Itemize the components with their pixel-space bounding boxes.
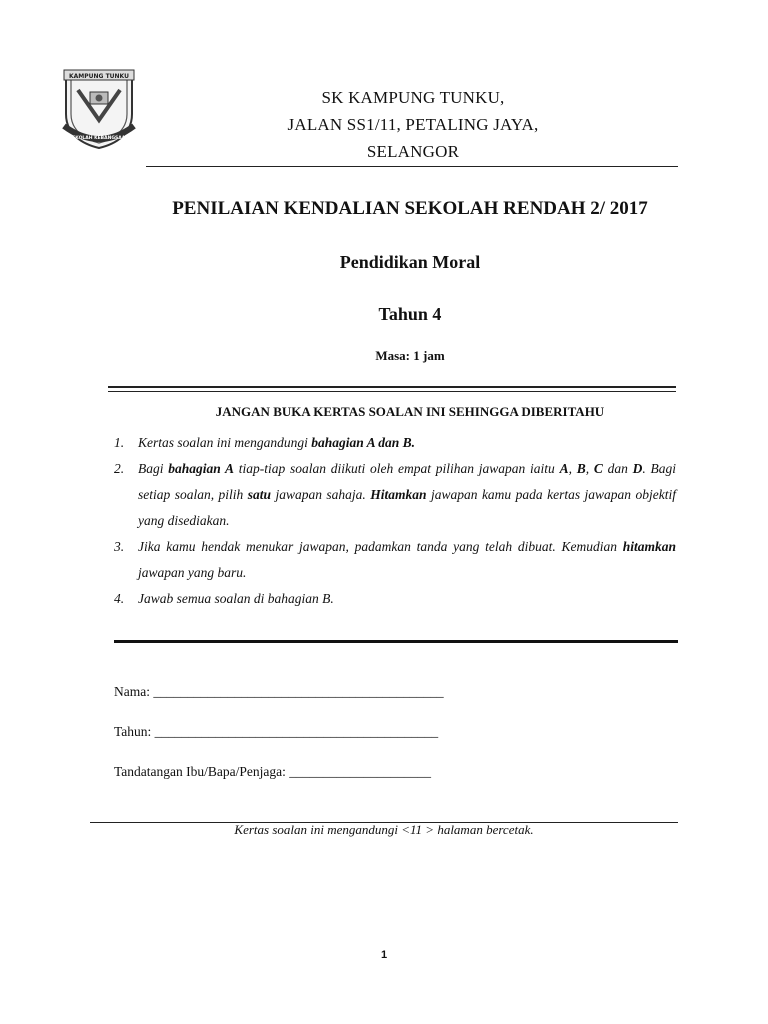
instruction-run: Bagi bbox=[138, 461, 169, 476]
double-rule-bottom bbox=[108, 391, 676, 392]
instruction-run: dan bbox=[602, 461, 633, 476]
do-not-open-warning: JANGAN BUKA KERTAS SOALAN INI SEHINGGA DIBERITAHU bbox=[215, 404, 605, 419]
instruction-emphasis: B bbox=[576, 461, 586, 476]
school-logo bbox=[60, 68, 138, 150]
subject-name: Pendidikan Moral bbox=[339, 252, 481, 272]
year-field[interactable]: Tahun: __________________________________________ bbox=[114, 724, 439, 739]
page-number: 1 bbox=[380, 949, 388, 961]
instruction-text bbox=[138, 456, 676, 534]
instruction-number: 2. bbox=[114, 461, 125, 476]
logo-bottom-text: SEKOLAH KEBANGSAAN bbox=[68, 136, 130, 141]
instruction-run: jawapan kamu pada kertas jawapan objektif yang disediakan. bbox=[138, 487, 676, 528]
instruction-emphasis: bahagian A bbox=[168, 461, 235, 476]
instruction-run: jawapan sahaja. bbox=[271, 487, 371, 502]
page-count-note: Kertas soalan ini mengandungi <11 > halaman bercetak. bbox=[234, 822, 534, 837]
instruction-emphasis: Hitamkan bbox=[370, 487, 427, 502]
instruction-emphasis: A bbox=[559, 461, 569, 476]
instruction-run: . Bagi setiap soalan, pilih bbox=[138, 461, 677, 502]
school-name: SK KAMPUNG TUNKU, bbox=[321, 88, 505, 107]
instructions-divider bbox=[114, 640, 678, 643]
instruction-item bbox=[114, 534, 676, 586]
instruction-item bbox=[114, 456, 676, 534]
instruction-emphasis: satu bbox=[247, 487, 272, 502]
school-address-line2: SELANGOR bbox=[366, 142, 460, 161]
instruction-emphasis: hitamkan bbox=[622, 539, 676, 554]
instruction-emphasis: D bbox=[632, 461, 643, 476]
name-field[interactable]: Nama: ___________________________________________ bbox=[114, 684, 444, 699]
instruction-text bbox=[138, 430, 676, 456]
instruction-text bbox=[138, 534, 676, 586]
instruction-emphasis: C bbox=[593, 461, 603, 476]
header-divider bbox=[146, 166, 678, 167]
guardian-signature-field[interactable]: Tandatangan Ibu/Bapa/Penjaga: _____________________ bbox=[114, 764, 431, 779]
year-level: Tahun 4 bbox=[378, 304, 442, 324]
instructions-list bbox=[114, 430, 676, 612]
double-rule-top bbox=[108, 386, 676, 388]
instruction-number: 4. bbox=[114, 591, 125, 606]
instruction-run: Jawab semua soalan di bahagian B. bbox=[138, 591, 334, 606]
school-crest-icon bbox=[60, 68, 138, 150]
instruction-number: 3. bbox=[114, 539, 125, 554]
instruction-run: Kertas soalan ini mengandungi bbox=[138, 435, 312, 450]
instruction-run: , bbox=[568, 461, 577, 476]
instruction-run: Jika kamu hendak menukar jawapan, padamkan tanda yang telah dibuat. Kemudian bbox=[138, 539, 623, 554]
exam-duration: Masa: 1 jam bbox=[375, 348, 445, 363]
instruction-run: jawapan yang baru. bbox=[138, 565, 247, 580]
instruction-item bbox=[114, 430, 676, 456]
instruction-item bbox=[114, 586, 676, 612]
instruction-run: tiap-tiap soalan diikuti oleh empat pilihan jawapan iaitu bbox=[234, 461, 560, 476]
instruction-emphasis: bahagian A dan B. bbox=[311, 435, 416, 450]
instruction-run: , bbox=[585, 461, 594, 476]
exam-title: PENILAIAN KENDALIAN SEKOLAH RENDAH 2/ 2017 bbox=[172, 198, 648, 219]
instruction-number: 1. bbox=[114, 435, 125, 450]
logo-top-text: KAMPUNG TUNKU bbox=[69, 73, 129, 80]
school-address-line1: JALAN SS1/11, PETALING JAYA, bbox=[287, 115, 539, 134]
instruction-text bbox=[138, 586, 676, 612]
